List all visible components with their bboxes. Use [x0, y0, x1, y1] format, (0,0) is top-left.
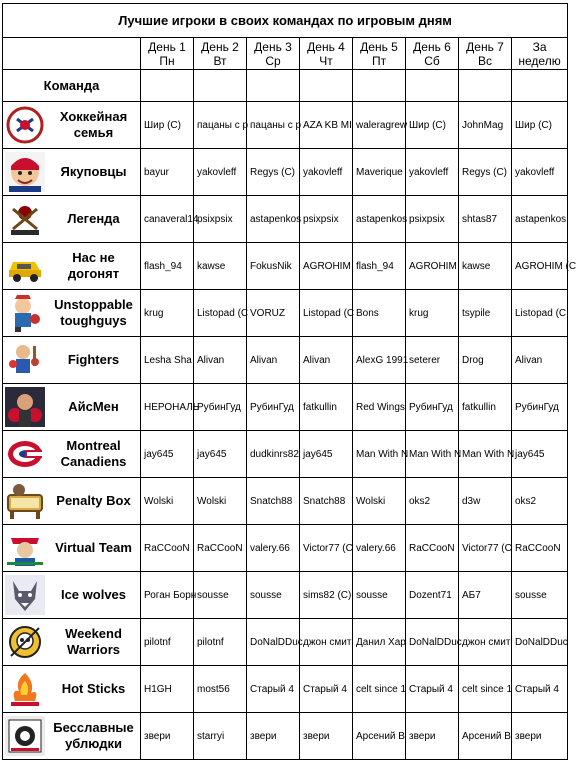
player-cell: oks2 [406, 478, 459, 525]
table-row [3, 337, 568, 384]
player-cell: RaCCooN [194, 525, 247, 572]
day-label: День 7 [466, 39, 504, 54]
team-cell [3, 478, 141, 525]
blank-header-cell [406, 70, 459, 102]
player-cell: РубинГуд [512, 384, 568, 431]
player-cell: Regys (C) [247, 149, 300, 196]
weekday-label: Чт [319, 53, 333, 68]
player-cell: DoNalDDuc [512, 619, 568, 666]
day-column-header [141, 38, 194, 70]
player-cell: звери [512, 713, 568, 760]
team-name: Penalty Box [56, 493, 131, 508]
player-cell: pilotnf [141, 619, 194, 666]
legend-crest-icon [5, 199, 45, 239]
player-cell: AlexG 1991 [353, 337, 406, 384]
player-cell: РубинГуд [194, 384, 247, 431]
player-cell: canaveral14 [141, 196, 194, 243]
team-name: АйсМен [68, 399, 119, 414]
player-cell: VORUZ [247, 290, 300, 337]
player-cell: jay645 [512, 431, 568, 478]
player-cell: RaCCooN [141, 525, 194, 572]
player-cell: Alivan [247, 337, 300, 384]
player-cell: fatkullin [459, 384, 512, 431]
player-cell: kawse [194, 243, 247, 290]
player-cell: Listopad (C [194, 290, 247, 337]
team-cell [3, 290, 141, 337]
player-cell: AGROHIM (C [512, 243, 568, 290]
player-cell: Alivan [512, 337, 568, 384]
player-cell: Wolski [194, 478, 247, 525]
player-cell: psixpsix [406, 196, 459, 243]
table-row [3, 666, 568, 713]
team-name: Hot Sticks [61, 681, 126, 696]
player-cell: dudkinrs82 [247, 431, 300, 478]
team-cell [3, 102, 141, 149]
table-row [3, 572, 568, 619]
player-cell: Старый 4 [300, 666, 353, 713]
day-label: День 4 [307, 39, 345, 54]
weekday-label: Пн [159, 53, 175, 68]
player-cell: джон смит [459, 619, 512, 666]
player-cell: Listopad (C [300, 290, 353, 337]
player-cell: DoNalDDuc [247, 619, 300, 666]
team-name: Якуповцы [60, 164, 127, 179]
yellow-car-icon [5, 246, 45, 286]
player-cell: Man With N [459, 431, 512, 478]
penalty-box-icon [5, 481, 45, 521]
player-cell: psixpsix [300, 196, 353, 243]
player-cell: Victor77 (C [459, 525, 512, 572]
player-cell: jay645 [300, 431, 353, 478]
player-cell: Старый 4 [512, 666, 568, 713]
player-cell: Арсений В [459, 713, 512, 760]
table-row [3, 713, 568, 760]
player-cell: Wolski [353, 478, 406, 525]
table-title: Лучшие игроки в своих командах по игровым дням [3, 4, 568, 38]
player-cell: Victor77 (C [300, 525, 353, 572]
table-row [3, 243, 568, 290]
player-cell: sousse [194, 572, 247, 619]
team-name: Легенда [67, 211, 120, 226]
player-cell: sousse [353, 572, 406, 619]
team-name: Montreal Canadiens [60, 438, 127, 469]
table-row [3, 149, 568, 196]
player-cell: НЕРОНАЛЬ [141, 384, 194, 431]
blank-header-cell [300, 70, 353, 102]
day-label: День 5 [360, 39, 398, 54]
player-cell: Snatch88 [300, 478, 353, 525]
player-cell: d3w [459, 478, 512, 525]
player-cell: astapenkos [512, 196, 568, 243]
player-cell: звери [406, 713, 459, 760]
player-cell: yakovleff [300, 149, 353, 196]
player-cell: oks2 [512, 478, 568, 525]
cartoon-brawler-icon [5, 293, 45, 333]
player-cell: celt since 1 [353, 666, 406, 713]
player-cell: valery.66 [353, 525, 406, 572]
day-column-header [459, 38, 512, 70]
player-cell: jay645 [194, 431, 247, 478]
blank-header-cell [512, 70, 568, 102]
player-cell: Старый 4 [247, 666, 300, 713]
player-cell: Данил Хар [353, 619, 406, 666]
table-row [3, 525, 568, 572]
team-cell [3, 572, 141, 619]
team-cell [3, 196, 141, 243]
player-cell: H1GH [141, 666, 194, 713]
day-column-header [406, 38, 459, 70]
table-row [3, 102, 568, 149]
weekday-label: неделю [518, 53, 561, 68]
player-cell: yakovleff [194, 149, 247, 196]
player-cell: Bons [353, 290, 406, 337]
day-label: День 6 [413, 39, 451, 54]
player-cell: DoNalDDuc [406, 619, 459, 666]
player-cell: kawse [459, 243, 512, 290]
player-cell: Шир (С) [406, 102, 459, 149]
player-cell: Арсений В [353, 713, 406, 760]
player-cell: bayur [141, 149, 194, 196]
day-column-header [194, 38, 247, 70]
team-column-header: Команда [3, 70, 141, 102]
corner-cell [3, 38, 141, 70]
player-cell: JohnMag [459, 102, 512, 149]
table-row [3, 290, 568, 337]
team-label-row [3, 70, 568, 102]
player-cell: Listopad (C [512, 290, 568, 337]
player-cell: Man With N [353, 431, 406, 478]
team-name: Fighters [67, 352, 120, 367]
player-cell: celt since 1 [459, 666, 512, 713]
player-cell: sousse [247, 572, 300, 619]
boxer-icon [5, 387, 45, 427]
virtual-team-icon [5, 528, 45, 568]
day-column-header [300, 38, 353, 70]
hockey-family-crest-icon [5, 105, 45, 145]
player-cell: sousse [512, 572, 568, 619]
table-row [3, 196, 568, 243]
player-cell: РубинГуд [247, 384, 300, 431]
player-cell: pilotnf [194, 619, 247, 666]
player-cell: RaCCooN [512, 525, 568, 572]
player-cell: AGROHIM [406, 243, 459, 290]
player-cell: astapenkos [353, 196, 406, 243]
player-cell: Lesha Sha [141, 337, 194, 384]
table-row [3, 619, 568, 666]
player-cell: astapenkos [247, 196, 300, 243]
team-cell [3, 619, 141, 666]
player-cell: Regys (C) [459, 149, 512, 196]
bat-poster-icon [5, 716, 45, 756]
canadiens-logo-icon [5, 434, 45, 474]
table-row [3, 478, 568, 525]
player-cell: psixpsix [194, 196, 247, 243]
player-cell: tsypile [459, 290, 512, 337]
day-label: День 2 [201, 39, 239, 54]
player-cell: AZA KB MI [300, 102, 353, 149]
player-cell: Snatch88 [247, 478, 300, 525]
player-cell: starryi [194, 713, 247, 760]
blank-header-cell [141, 70, 194, 102]
day-label: День 3 [254, 39, 292, 54]
wolf-icon [5, 575, 45, 615]
day-header-row [3, 38, 568, 70]
player-cell: sims82 (C) [300, 572, 353, 619]
player-cell: пацаны с р [194, 102, 247, 149]
cartoon-fighter-icon [5, 340, 45, 380]
blank-header-cell [353, 70, 406, 102]
blank-header-cell [247, 70, 300, 102]
player-cell: звери [300, 713, 353, 760]
player-cell: Alivan [194, 337, 247, 384]
player-cell: АБ7 [459, 572, 512, 619]
team-name: Бесславные ублюдки [53, 720, 134, 751]
player-cell: Maverique [353, 149, 406, 196]
day-column-header [247, 38, 300, 70]
team-cell [3, 713, 141, 760]
player-cell: Шир (С) [512, 102, 568, 149]
player-cell: джон смит [300, 619, 353, 666]
player-cell: Man With N [406, 431, 459, 478]
team-name: Unstoppable toughguys [54, 297, 133, 328]
player-cell: RaCCooN [406, 525, 459, 572]
team-cell [3, 384, 141, 431]
blank-header-cell [194, 70, 247, 102]
weekday-label: Вс [477, 53, 492, 68]
player-cell: shtas87 [459, 196, 512, 243]
player-cell: звери [247, 713, 300, 760]
player-cell: krug [406, 290, 459, 337]
team-name: Нас не догонят [67, 250, 120, 281]
player-cell: most56 [194, 666, 247, 713]
player-cell: valery.66 [247, 525, 300, 572]
player-cell: FokusNik [247, 243, 300, 290]
team-cell [3, 431, 141, 478]
weekday-label: Ср [265, 53, 281, 68]
player-cell: yakovleff [512, 149, 568, 196]
player-cell: Старый 4 [406, 666, 459, 713]
team-cell [3, 149, 141, 196]
team-cell [3, 525, 141, 572]
team-cell [3, 666, 141, 713]
player-cell: Red Wings [353, 384, 406, 431]
player-cell: waleragrew [353, 102, 406, 149]
player-cell: Alivan [300, 337, 353, 384]
weekday-label: Сб [424, 53, 440, 68]
player-cell: krug [141, 290, 194, 337]
blank-header-cell [459, 70, 512, 102]
day-label: За [532, 39, 547, 54]
weekday-label: Пт [371, 53, 387, 68]
player-cell: Dozent71 [406, 572, 459, 619]
player-cell: Wolski [141, 478, 194, 525]
player-cell: AGROHIM [300, 243, 353, 290]
team-cell [3, 337, 141, 384]
hockey-player-face-icon [5, 152, 45, 192]
player-cell: seterer [406, 337, 459, 384]
player-cell: Роган Борн [141, 572, 194, 619]
player-cell: yakovleff [406, 149, 459, 196]
day-label: День 1 [148, 39, 186, 54]
player-cell: Drog [459, 337, 512, 384]
team-name: Weekend Warriors [65, 626, 122, 657]
player-cell: пацаны с р [247, 102, 300, 149]
player-cell: Шир (С) [141, 102, 194, 149]
team-name: Ice wolves [60, 587, 127, 602]
team-name: Virtual Team [55, 540, 132, 555]
table-row [3, 384, 568, 431]
weekday-label: Вт [213, 53, 227, 68]
day-column-header [353, 38, 406, 70]
team-name: Хоккейная семья [59, 109, 128, 140]
weekly-best-players-table [2, 3, 576, 760]
player-cell: звери [141, 713, 194, 760]
player-cell: РубинГуд [406, 384, 459, 431]
table-row [3, 431, 568, 478]
player-cell: fatkullin [300, 384, 353, 431]
flaming-sticks-icon [5, 669, 45, 709]
player-cell: flash_94 [353, 243, 406, 290]
day-column-header [512, 38, 568, 70]
warrior-skull-icon [5, 622, 45, 662]
team-cell [3, 243, 141, 290]
player-cell: flash_94 [141, 243, 194, 290]
player-cell: jay645 [141, 431, 194, 478]
